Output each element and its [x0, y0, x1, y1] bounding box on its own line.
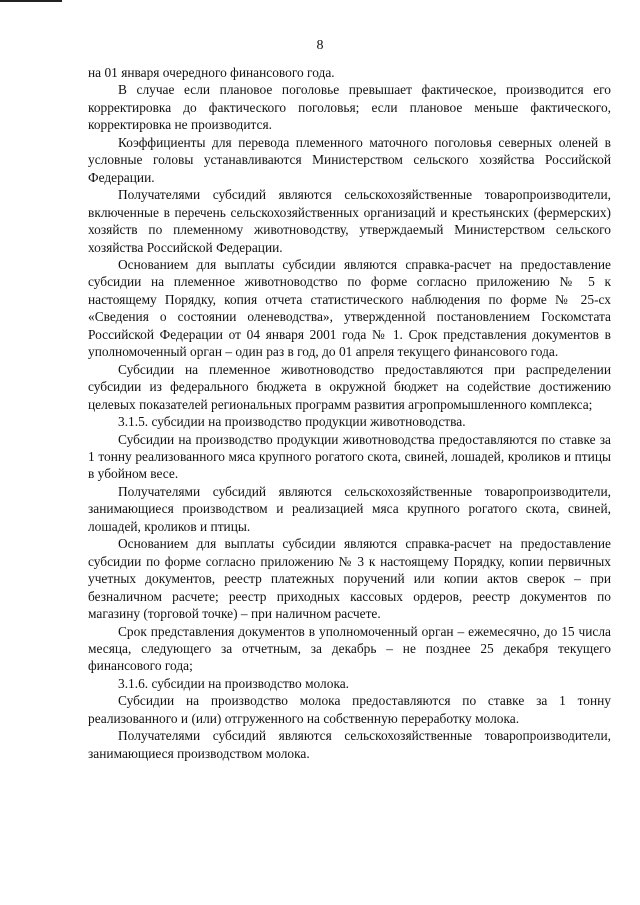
- paragraph: Основанием для выплаты субсидии являются справка-расчет на предоставление субсидии по форме согласно приложению № 3 к настоящему Порядку, копии первичных учетных документов, реестр платежных поручений или копии актов сверок – при безналичном расчете; реестр приходных кассовых ордеров, реестр документов по магазину (торговой точке) – при наличном расчете.: [88, 536, 611, 622]
- paragraph: Коэффициенты для перевода племенного маточного поголовья северных оленей в условные головы устанавливаются Министерством сельского хозяйства Российской Федерации.: [88, 134, 611, 185]
- paragraph: Субсидии на племенное животноводство предоставляются при распределении субсидии из федерального бюджета в окружной бюджет на содействие достижению целевых показателей региональных программ развития агропромышленного комплекса;: [88, 361, 611, 412]
- paragraph: Получателями субсидий являются сельскохозяйственные товаропроизводители, занимающиеся производством и реализацией мяса крупного рогатого скота, свиней, лошадей, кроликов и птицы.: [88, 483, 611, 534]
- scan-corner-mark: [0, 0, 62, 2]
- paragraph: Получателями субсидий являются сельскохозяйственные товаропроизводители, включенные в перечень сельскохозяйственных организаций и крестьянских (фермерских) хозяйств по племенному животноводству, утверждаемый Министерством сельского хозяйства Российской Федерации.: [88, 187, 611, 255]
- page-number: 8: [316, 38, 324, 53]
- paragraph: 3.1.5. субсидии на производство продукции животноводства.: [118, 414, 466, 430]
- paragraph: Основанием для выплаты субсидии являются справка-расчет на предоставление субсидии на племенное животноводство по форме согласно приложению № 5 к настоящему Порядку, копия отчета статистического наблюдения по форме № 25-сх «Сведения о состоянии оленеводства», утвержденной постановлением Госкомстата Российской Федерации от 04 января 2001 года № 1. Срок представления документов в уполномоченный орган – один раз в год, до 01 апреля текущего финансового года.: [88, 256, 611, 360]
- paragraph: Субсидии на производство продукции животноводства предоставляются по ставке за 1 тонну реализованного мяса крупного рогатого скота, свиней, лошадей, кроликов и птицы в убойном весе.: [88, 431, 611, 482]
- paragraph: Субсидии на производство молока предоставляются по ставке за 1 тонну реализованного и (или) отгруженного на собственную переработку молока.: [88, 693, 611, 726]
- paragraph: В случае если плановое поголовье превышает фактическое, производится его корректировка до фактического поголовья; если плановое меньше фактического, корректировка не производится.: [88, 82, 611, 133]
- paragraph: Срок представления документов в уполномоченный орган – ежемесячно, до 15 числа месяца, следующего за отчетным, за декабрь – не позднее 25 декабря текущего финансового года;: [88, 623, 611, 674]
- paragraph: 3.1.6. субсидии на производство молока.: [118, 675, 350, 691]
- paragraph: на 01 января очередного финансового года.: [88, 65, 335, 80]
- document-body: [88, 64, 611, 762]
- paragraph: Получателями субсидий являются сельскохозяйственные товаропроизводители, занимающиеся производством молока.: [88, 728, 611, 761]
